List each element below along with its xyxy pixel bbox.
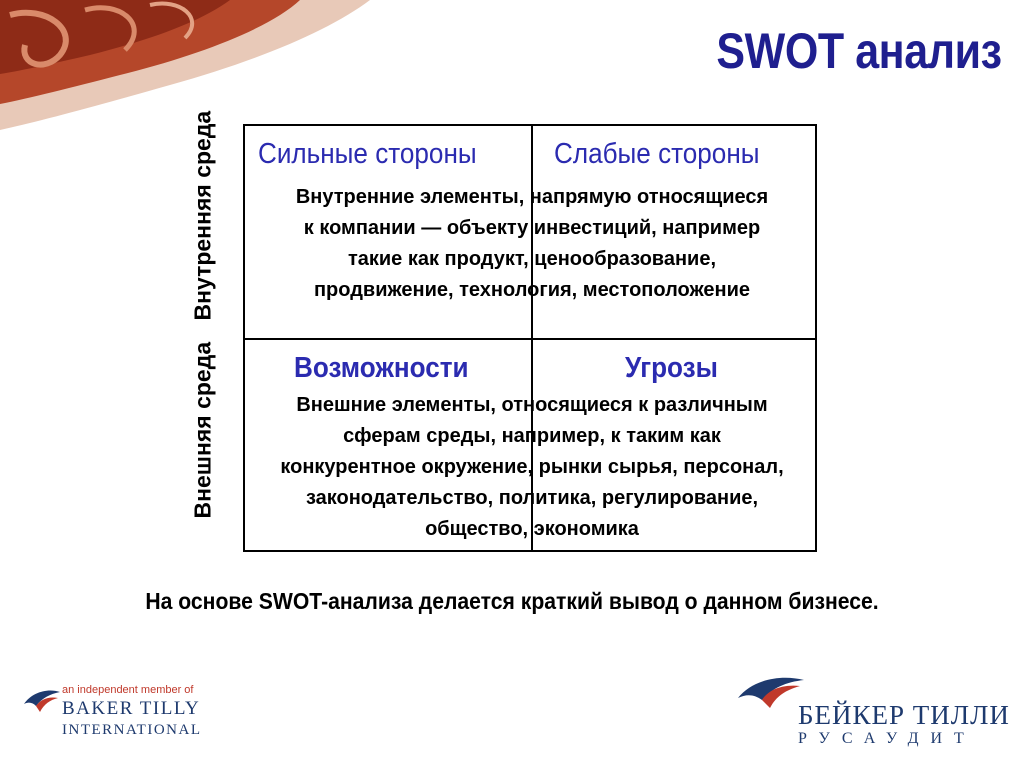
logo-tagline: an independent member of: [62, 684, 194, 696]
quadrant-opportunities: Возможности: [294, 352, 469, 384]
conclusion-text: На основе SWOT-анализа делается краткий вывод о данном бизнесе.: [145, 588, 879, 614]
matrix-horizontal-divider: [245, 338, 815, 340]
logo-name-line1: БЕЙКЕР ТИЛЛИ: [798, 700, 1010, 730]
slide-title: SWOT анализ: [716, 23, 1002, 79]
baker-tilly-rusaudit-logo: [736, 672, 1010, 752]
side-label-external-environment: Внешняя среда: [189, 341, 216, 519]
swot-matrix: [243, 124, 817, 552]
quadrant-weaknesses: Слабые стороны: [554, 138, 760, 170]
baker-tilly-international-logo: [22, 684, 212, 748]
logo-name-line2: РУСАУДИТ: [798, 730, 976, 747]
bird-swoosh-icon: [22, 686, 62, 716]
corner-decoration: [0, 0, 370, 135]
quadrant-strengths: Сильные стороны: [258, 138, 477, 170]
external-elements-text: Внешние элементы, относящиеся к различным сферам среды, например, к таким как конкурентное окружение, рынки сырья, персонал, законодательство, политика, регулирование, общество, экономика: [280, 394, 784, 540]
quadrant-threats: Угрозы: [625, 352, 718, 384]
side-label-internal-environment: Внутренняя среда: [189, 110, 216, 321]
internal-elements-text: Внутренние элементы, напрямую относящиеся к компании — объекту инвестиций, например такие как продукт, ценообразование, продвижение, технология, местоположение: [295, 186, 769, 301]
logo-name-line1: BAKER TILLY: [62, 698, 201, 719]
bird-swoosh-icon: [736, 672, 806, 712]
logo-name-line2: INTERNATIONAL: [62, 722, 202, 738]
